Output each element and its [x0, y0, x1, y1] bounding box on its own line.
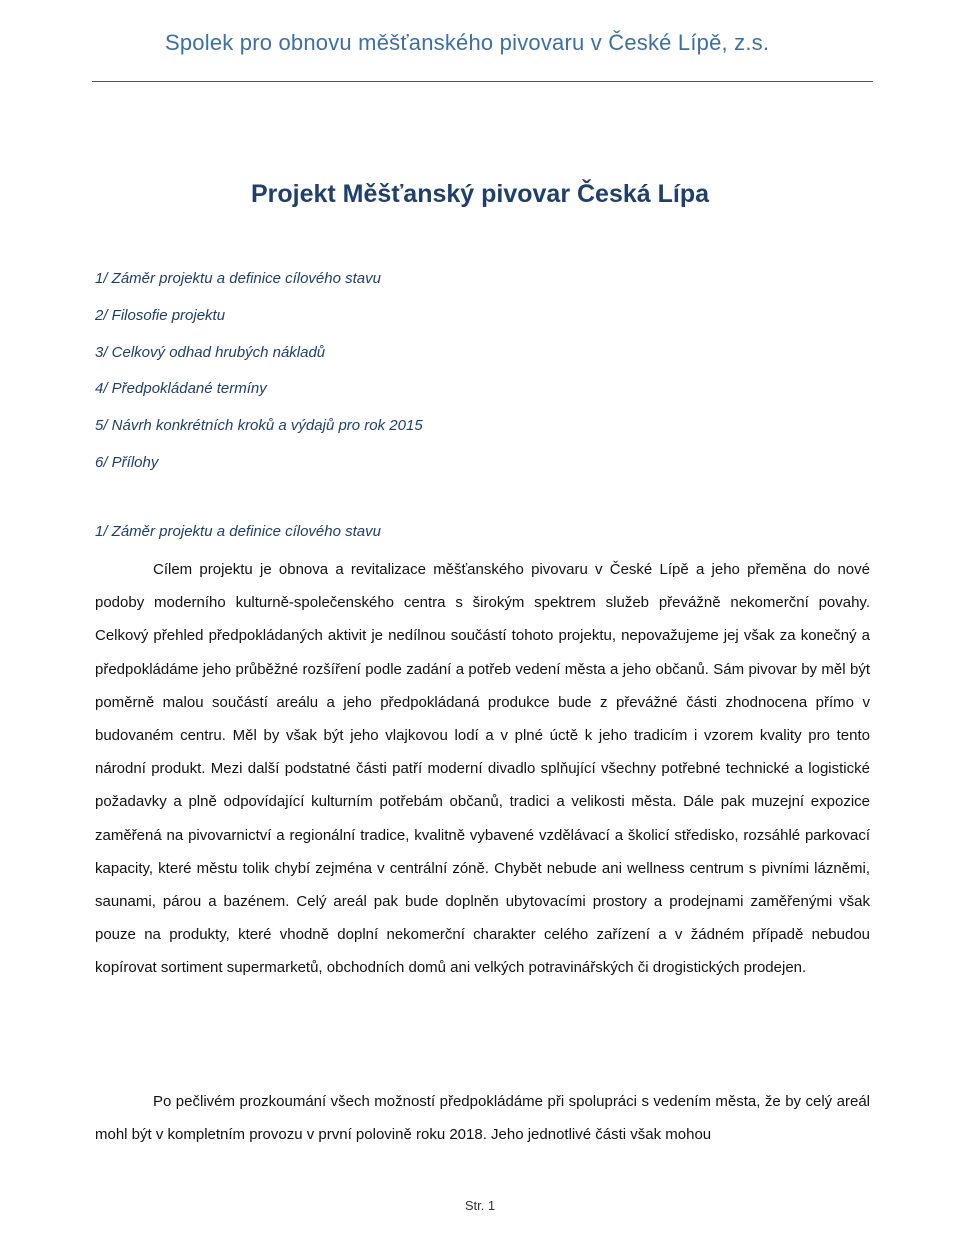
toc-item: 2/ Filosofie projektu [95, 306, 226, 324]
body-paragraph: Po pečlivém prozkoumání všech možností předpokládáme při spolupráci s vedením města, že by celý areál mohl být v kompletním provozu v první polovině roku 2018. Jeho jednotlivé části však mohou [95, 1093, 870, 1144]
document-title: Projekt Měšťanský pivovar Česká Lípa [250, 180, 710, 208]
toc-item: 4/ Předpokládané termíny [95, 380, 267, 398]
header-divider [92, 81, 873, 82]
body-paragraph: Cílem projektu je obnova a revitalizace měšťanského pivovaru v České Lípě a jeho přeměna do nové podoby moderního kulturně-společenského centra s širokým spektrem služeb převážně nekomerční povahy. Celkový přehled předpokládaných aktivit je nedílnou součástí tohoto projektu, nepovažujeme jej však za konečný a předpokládáme jeho průběžné rozšíření podle zadání a potřeb vedení města a jeho občanů. Sám pivovar by měl být poměrně malou součástí areálu a jeho předpokládaná produkce bude z převážné části zhodnocena přímo v budovaném centru. Měl by však být jeho vlajkovou lodí a v plné úctě k jeho tradicím i vzorem kvality pro tento národní produkt. Mezi další podstatné části patří moderní divadlo splňující všechny potřebné technické a logistické požadavky a plně odpovídající kulturním potřebám občanů, tradici a velikosti města. Dále pak muzejní expozice zaměřená na pivovarnictví a regionální tradice, kvalitně vybavené vzdělávací a školicí středisko, rozsáhlé parkovací kapacity, které městu tolik chybí zejména v centrální zóně. Chybět nebude ani wellness centrum s pivními lázněmi, saunami, párou a bazénem. Celý areál pak bude doplněn ubytovacími prostory a prodejnami zaměřenými však pouze na produkty, které vhodně doplní nekomerční charakter celého zařízení a v žádném případě nebudou kopírovat sortiment supermarketů, obchodních domů ani velkých potravinářských či drogistických prodejen. [95, 561, 870, 977]
toc-item: 6/ Přílohy [95, 453, 159, 471]
section-heading: 1/ Záměr projektu a definice cílového stavu [95, 523, 381, 540]
toc-item: 5/ Návrh konkrétních kroků a výdajů pro rok 2015 [95, 417, 423, 435]
table-of-contents [95, 267, 423, 488]
header-organization-name: Spolek pro obnovu měšťanského pivovaru v České Lípě, z.s. [165, 30, 770, 55]
page-number: Str. 1 [464, 1198, 496, 1213]
toc-item: 3/ Celkový odhad hrubých nákladů [95, 343, 326, 361]
toc-item: 1/ Záměr projektu a definice cílového stavu [95, 270, 381, 287]
